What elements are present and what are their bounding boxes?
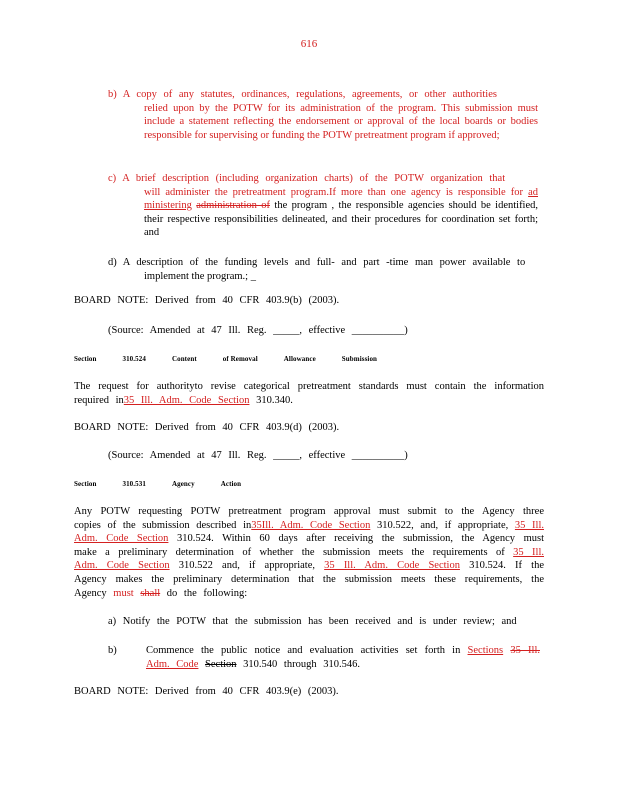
inserted-text: 35Ill. Adm. Code Section	[251, 519, 371, 531]
item-label: b)	[108, 645, 117, 656]
deleted-text: shall	[140, 587, 161, 599]
board-note: BOARD NOTE: Derived from 40 CFR 403.9(e) (2003).	[74, 686, 339, 697]
paragraph-310-524: The request for authorityto revise categorical pretreatment standards must contain the information required in35 Ill. Adm. Code Section 310.340.	[74, 381, 544, 406]
inserted-text: ad ministering	[144, 186, 538, 212]
section-heading-310-524: Section 310.524 Content of Removal Allowance Submission	[74, 355, 378, 363]
item-b-line1: A copy of any statutes, ordinances, regulations, agreements, or other authorities	[122, 89, 497, 100]
page-number: 616	[300, 38, 318, 50]
board-note: BOARD NOTE: Derived from 40 CFR 403.9(d) (2003).	[74, 422, 340, 433]
sub-item-a-text: Notify the POTW that the submission has been received and is under review; and	[122, 616, 517, 627]
item-c-line1: A brief description (including organization charts) of the POTW organization that	[122, 173, 506, 184]
inserted-text: 35 Ill. Adm. Code Section	[324, 560, 460, 572]
list-item-c	[108, 172, 538, 240]
item-d-line1: A description of the funding levels and full- and part -time man power available to	[122, 257, 526, 268]
list-item-d	[108, 256, 538, 283]
paragraph-310-531: Any POTW requesting POTW pretreatment program approval must submit to the Agency three copies of the submission described in35Ill. Adm. Code Section 310.522, and, if appropriate, 35 Ill. Adm. Code Section 310.524. Within 60 days after receiving the submission, the Agency must make a preliminary determination of whether the submission meets the requirements of 35 Ill. Adm. Code Section 310.522 and, if appropriate, 35 Ill. Adm. Code Section 310.524. If the Agency makes the preliminary determination that the submission meets these requirements, the Agency must shall do the following:	[74, 506, 544, 599]
inserted-text: must	[113, 587, 134, 599]
item-c-text-a: will administer the pretreatment program.If more than one agency is responsible for	[144, 186, 524, 198]
item-b-text: relied upon by the POTW for its administration of the program. This submission must include a statement reflecting the endorsement or approval of the local boards or bodies responsible for supervising or funding the POTW pretreatment program if approved;	[144, 102, 538, 141]
section-heading-310-531: Section 310.531 Agency Action	[74, 480, 242, 488]
source-note: (Source: Amended at 47 Ill. Reg. _____, effective __________)	[108, 450, 408, 461]
inserted-text: 35 Ill. Adm. Code Section	[123, 394, 250, 406]
item-label: c)	[108, 173, 117, 184]
list-item-b	[108, 88, 538, 142]
item-c-text-b: the program , the responsible agencies should be identified, their respective responsibilities delineated, and their procedures for coordination set forth; and	[144, 200, 539, 239]
item-d-text: implement the program.; _	[144, 270, 256, 282]
inserted-text: Adm. Code	[146, 658, 199, 670]
inserted-text: Sections	[467, 645, 504, 656]
board-note: BOARD NOTE: Derived from 40 CFR 403.9(b) (2003).	[74, 295, 340, 306]
sub-item-a	[108, 615, 540, 629]
source-note: (Source: Amended at 47 Ill. Reg. _____, effective __________)	[108, 325, 408, 336]
sub-item-b: b) Commence the public notice and evaluation activities set forth in Sections 35 Ill. Adm. Code Section 310.540 through 310.546.	[108, 645, 540, 670]
deleted-text: Section	[205, 658, 237, 670]
item-label: d)	[108, 257, 117, 268]
deleted-text: 35 Ill.	[510, 645, 540, 656]
item-label: a)	[108, 616, 117, 627]
item-label: b)	[108, 89, 117, 100]
deleted-text: administration of	[196, 200, 271, 212]
inserted-text: 35 Ill. Adm. Code Section	[74, 519, 544, 545]
inserted-text: 35 Ill. Adm. Code Section	[74, 546, 544, 572]
